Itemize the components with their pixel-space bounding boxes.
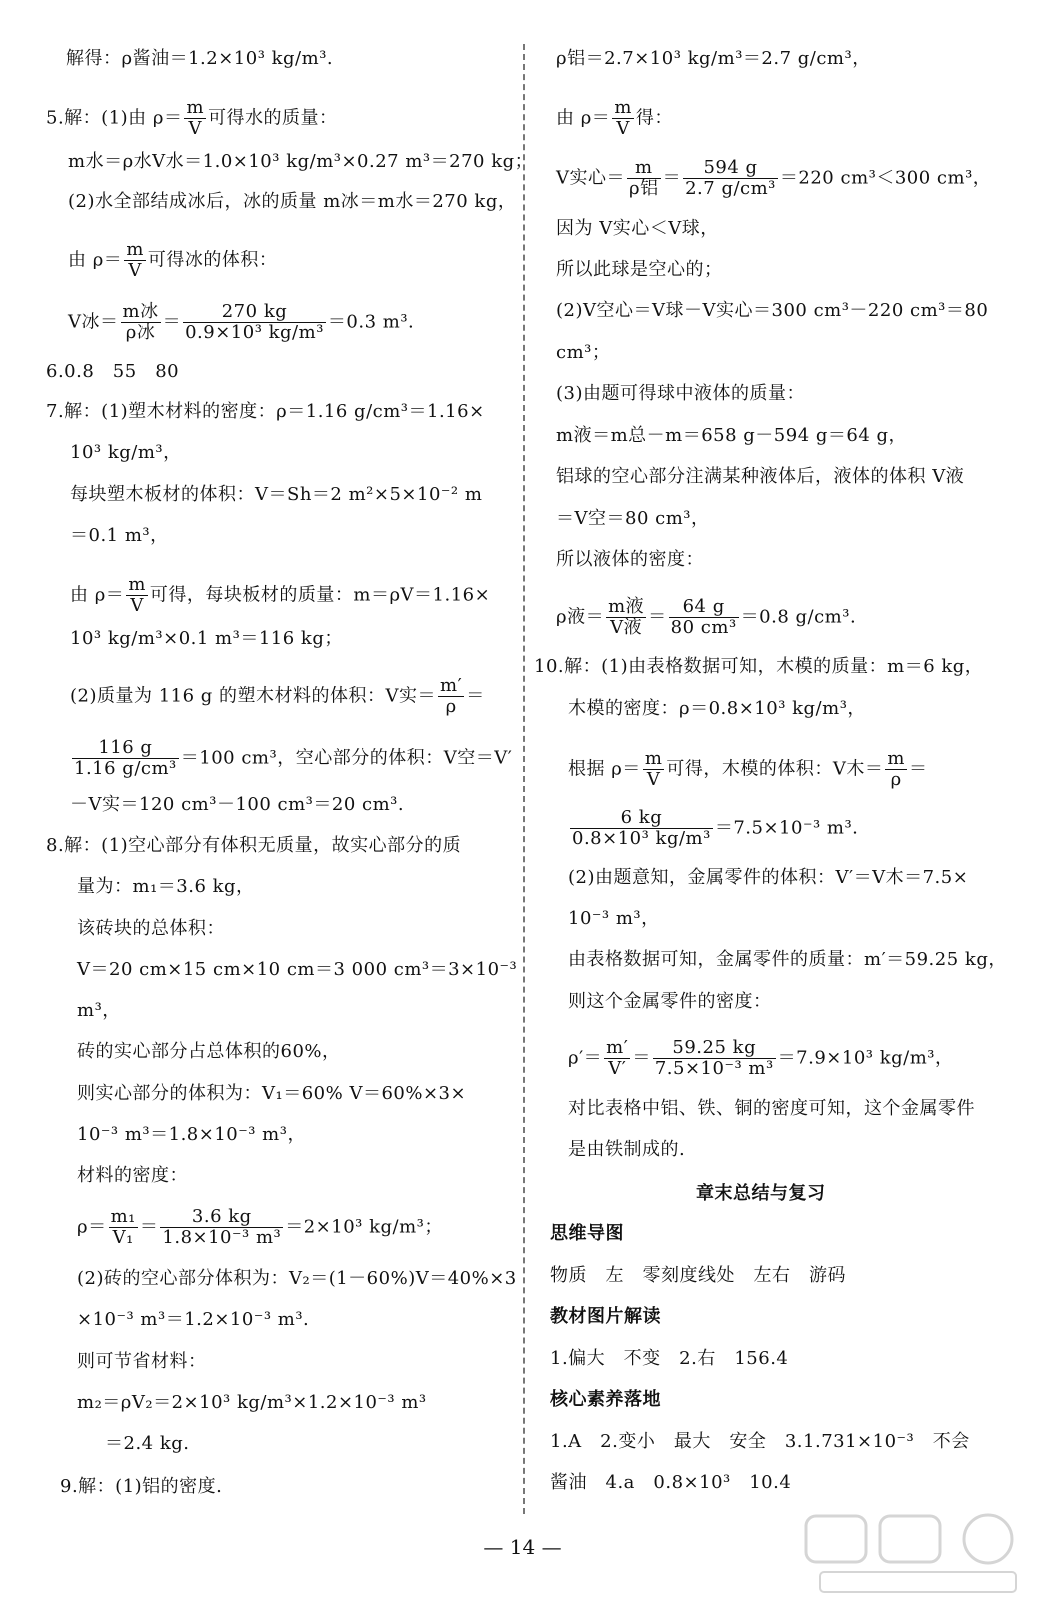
line: ＝0.1 m³， (70, 525, 169, 546)
line: 由 ρ＝ $\frac{m}{V}$ 得： (556, 97, 673, 139)
line: (2)由题意知，金属零件的体积：V′＝V木＝7.5× (568, 867, 969, 888)
line: V＝20 cm×15 cm×10 cm＝3 000 cm³＝3×10⁻³ (77, 959, 518, 980)
line: V冰＝ $\frac{\text{m冰}}{\text{ρ冰}}$ ＝ $\frac{270 kg}{\text{0.9×10³ kg/m³}}$ ＝0.3 m³. (68, 301, 415, 343)
line: 解得：ρ酱油＝1.2×10³ kg/m³. (66, 48, 334, 69)
line: 9.解：(1)铝的密度. (60, 1476, 223, 1497)
line: 8.解：(1)空心部分有体积无质量，故实心部分的质 (46, 835, 462, 856)
line: 砖的实心部分占总体积的60%， (77, 1041, 341, 1062)
line: 是由铁制成的. (568, 1139, 686, 1160)
line: ρ＝ $\frac{\text{m₁}}{\text{V₁}}$ ＝ $\frac{3.6 kg}{\text{1.8×10⁻³ m³}}$ ＝2×10³ kg/m³； (77, 1206, 443, 1248)
line: m₂＝ρV₂＝2×10³ kg/m³×1.2×10⁻³ m³ (77, 1392, 427, 1413)
line: ×10⁻³ m³＝1.2×10⁻³ m³. (77, 1309, 310, 1330)
line: 10³ kg/m³×0.1 m³＝116 kg； (70, 628, 343, 649)
line: (2)V空心＝V球－V实心＝300 cm³－220 cm³＝80 (556, 300, 989, 321)
line: 1.A 2.变小 最大 安全 3.1.731×10⁻³ 不会 (550, 1431, 970, 1452)
line: 5.解：(1)由 ρ＝ $\frac{m}{V}$ 可得水的质量： (46, 97, 338, 139)
line: 则实心部分的体积为：V₁＝60% V＝60%×3× (77, 1083, 467, 1104)
line: ρ′＝ $\frac{m'}{V'}$ ＝ $\frac{59.25 kg}{\text{7.5×10⁻³ m³}}$ ＝7.9×10³ kg/m³， (568, 1037, 954, 1079)
line: 1.偏大 不变 2.右 156.4 (550, 1348, 789, 1369)
line: (3)由题可得球中液体的质量： (556, 383, 805, 404)
line: $\frac{6 kg}{\text{0.8×10³ kg/m³}}$ ＝7.5×10⁻³ m³. (572, 807, 859, 849)
line: 由 ρ＝ $\frac{m}{V}$ 可得冰的体积： (68, 239, 278, 281)
line: ＝V空＝80 cm³， (556, 508, 710, 529)
section-title: 章末总结与复习 (696, 1183, 826, 1204)
line: 对比表格中铝、铁、铜的密度可知，这个金属零件 (568, 1098, 975, 1119)
line: 铝球的空心部分注满某种液体后，液体的体积 V液 (556, 466, 965, 487)
line: －V实＝120 cm³－100 cm³＝20 cm³. (70, 794, 405, 815)
line: m水＝ρ水V水＝1.0×10³ kg/m³×0.27 m³＝270 kg； (68, 151, 534, 172)
line: 量为：m₁＝3.6 kg， (77, 876, 255, 897)
line: 该砖块的总体积： (77, 918, 225, 939)
watermark-logo (800, 1512, 1030, 1596)
line: 所以液体的密度： (556, 549, 704, 570)
line: 每块塑木板材的体积：V＝Sh＝2 m²×5×10⁻² m (70, 484, 483, 505)
page-number: — 14 — (483, 1535, 562, 1559)
line: (2)质量为 116 g 的塑木材料的体积：V实＝ $\frac{m'}{\rho}$ ＝ (70, 675, 485, 717)
line: 所以此球是空心的； (556, 259, 723, 280)
line: 10⁻³ m³， (568, 908, 660, 929)
line: 10⁻³ m³＝1.8×10⁻³ m³， (77, 1124, 306, 1145)
column-divider (523, 44, 525, 1514)
line: V实心＝ $\frac{m}{\text{ρ铝}}$ ＝ $\frac{594 g}{\text{2.7 g/cm³}}$ ＝220 cm³＜300 cm³， (556, 157, 992, 199)
line: m³， (77, 1000, 121, 1021)
line: 6.0.8 55 80 (46, 361, 180, 382)
line: 由 ρ＝ $\frac{m}{V}$ 可得，每块板材的质量：m＝ρV＝1.16× (70, 574, 491, 616)
line: ρ铝＝2.7×10³ kg/m³＝2.7 g/cm³， (556, 48, 871, 69)
line: 由表格数据可知，金属零件的质量：m′＝59.25 kg， (568, 949, 1007, 970)
line: 酱油 4.a 0.8×10³ 10.4 (550, 1472, 792, 1493)
line: (2)水全部结成冰后，冰的质量 m冰＝m水＝270 kg， (68, 191, 517, 212)
line: ρ液＝ $\frac{\text{m液}}{\text{V液}}$ ＝ $\frac{64 g}{\text{80 cm³}}$ ＝0.8 g/cm³. (556, 596, 857, 638)
line: cm³； (556, 342, 611, 363)
line: 则这个金属零件的密度： (568, 991, 772, 1012)
section-heading: 核心素养落地 (550, 1389, 661, 1410)
line: 因为 V实心＜V球， (556, 218, 719, 239)
line: 材料的密度： (77, 1165, 188, 1186)
line: 10³ kg/m³， (70, 442, 182, 463)
line: $\frac{116 g}{\text{1.16 g/cm³}}$ ＝100 cm³，空心部分的体积：V空＝V′ (74, 737, 513, 779)
line: m液＝m总－m＝658 g－594 g＝64 g， (556, 425, 908, 446)
line: 7.解：(1)塑木材料的密度：ρ＝1.16 g/cm³＝1.16× (46, 401, 485, 422)
section-heading: 教材图片解读 (550, 1306, 661, 1327)
line: 木模的密度：ρ＝0.8×10³ kg/m³， (568, 698, 866, 719)
line: ＝2.4 kg. (105, 1433, 190, 1454)
line: 物质 左 零刻度线处 左右 游码 (550, 1265, 846, 1286)
line: (2)砖的空心部分体积为：V₂＝(1－60%)V＝40%×3 (77, 1268, 517, 1289)
section-heading: 思维导图 (550, 1223, 624, 1244)
line: 则可节省材料： (77, 1351, 207, 1372)
line: 根据 ρ＝ $\frac{m}{V}$ 可得，木模的体积：V木＝ $\frac{m}{\rho}$ ＝ (568, 748, 928, 790)
line: 10.解：(1)由表格数据可知，木模的质量：m＝6 kg， (534, 656, 984, 677)
